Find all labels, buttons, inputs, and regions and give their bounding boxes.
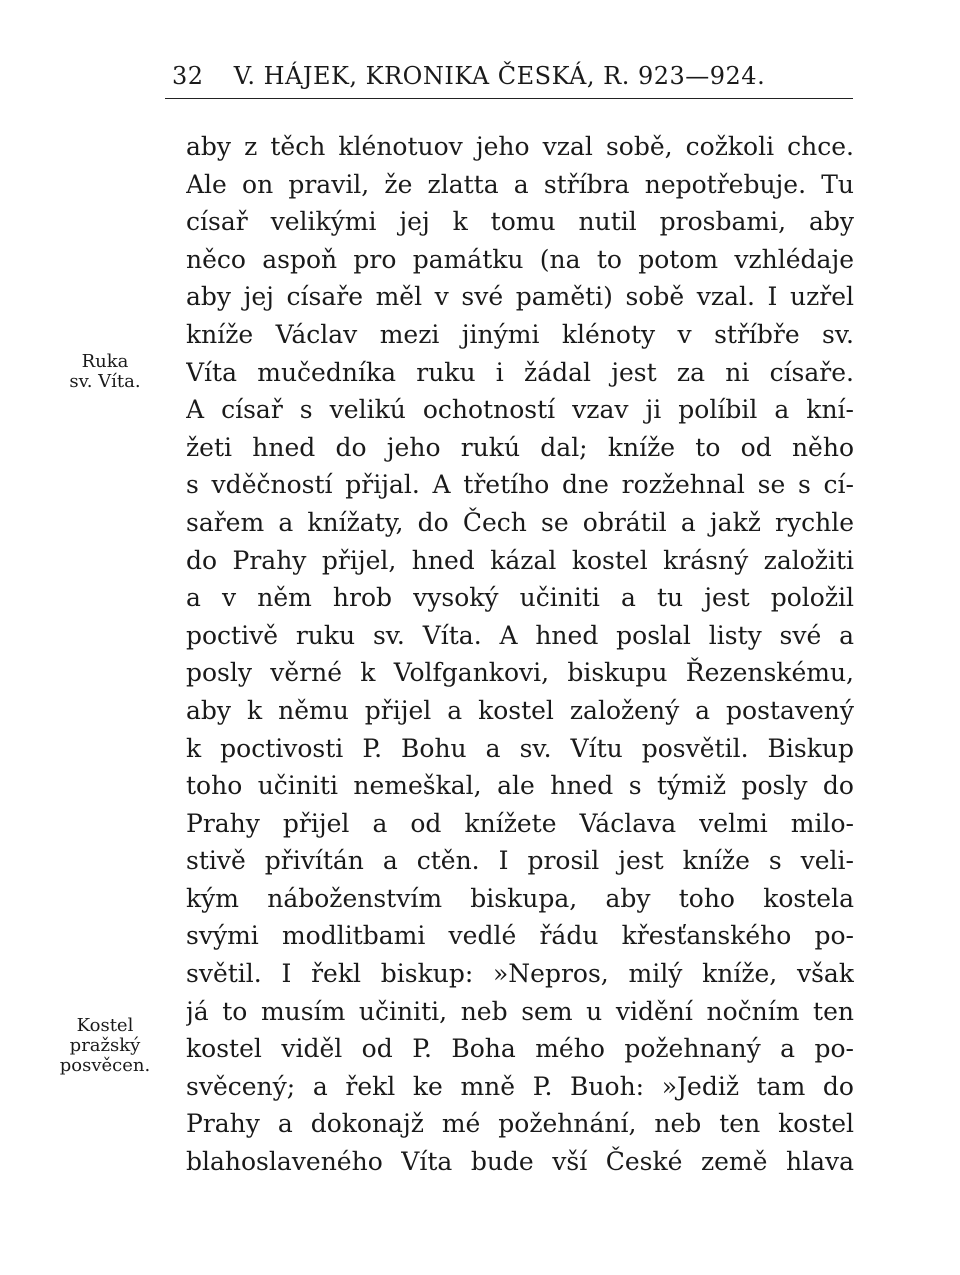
text-line: aby jej císaře měl v své paměti) sobě vzal. I uzřel (186, 282, 854, 312)
text-line: světil. I řekl biskup: »Nepros, milý kníže, však (186, 959, 854, 989)
text-line: já to musím učiniti, neb sem u vidění nočním ten (186, 996, 854, 1026)
text-line: Prahy a dokonajž mé požehnání, neb ten kostel (186, 1109, 854, 1139)
text-line: Víta mučedníka ruku i žádal jest za ni císaře. (186, 357, 854, 387)
text-line: Prahy přijel a od knížete Václava velmi milo- (186, 808, 854, 838)
margin-note-kostel (50, 1016, 160, 1076)
margin-note-line: posvěcen. (59, 1055, 151, 1076)
text-line: svými modlitbami vedlé řádu křesťanského po- (186, 921, 854, 951)
text-line: aby k němu přijel a kostel založený a postavený (186, 695, 854, 725)
text-line: svěcený; a řekl ke mně P. Buoh: »Jediž tam do (186, 1071, 854, 1101)
page-number: 32 (172, 62, 204, 90)
margin-note-line: Ruka (81, 351, 129, 372)
text-line: aby z těch klénotuov jeho vzal sobě, cožkoli chce. (186, 132, 854, 161)
header-rule (165, 98, 853, 99)
text-line: kostel viděl od P. Boha mého požehnaný a po- (186, 1034, 854, 1064)
text-line: kníže Václav mezi jinými klénoty v stříbře sv. (186, 319, 854, 349)
text-line: do Prahy přijel, hned kázal kostel krásný založiti (186, 545, 854, 575)
text-line: žeti hned do jeho rukú dal; kníže to od něho (186, 432, 854, 462)
margin-note-line: Kostel (76, 1015, 134, 1036)
text-line: blahoslaveného Víta bude vší České země hlava (186, 1147, 854, 1177)
text-line: posly věrné k Volfgankovi, biskupu Řezenskému, (186, 658, 854, 688)
text-line: poctivě ruku sv. Víta. A hned poslal listy své a (186, 620, 854, 650)
text-line: s vděčností přijal. A třetího dne rozžehnal se s cí- (186, 470, 854, 500)
text-line: a v něm hrob vysoký učiniti a tu jest položil (186, 583, 854, 613)
text-line: císař velikými jej k tomu nutil prosbami, aby (186, 207, 854, 237)
margin-note-ruka (50, 352, 160, 392)
text-line: něco aspoň pro památku (na to potom vzhlédaje (186, 244, 854, 274)
body-text (186, 128, 854, 1181)
text-line: A císař s velikú ochotností vzav ji políbil a kní- (186, 395, 854, 425)
margin-note-line: sv. Víta. (69, 371, 141, 392)
text-line: k poctivosti P. Bohu a sv. Vítu posvětil. Biskup (186, 733, 854, 763)
margin-note-line: pražský (69, 1035, 141, 1056)
running-title: V. HÁJEK, KRONIKA ČESKÁ, R. 923—924. (233, 62, 766, 90)
text-line: kým náboženstvím biskupa, aby toho kostela (186, 883, 854, 913)
text-line: toho učiniti nemeškal, ale hned s týmiž posly do (186, 771, 854, 801)
running-header (172, 62, 850, 90)
text-line: stivě přivítán a ctěn. I prosil jest kníže s veli- (186, 846, 854, 876)
text-line: Ale on pravil, že zlatta a stříbra nepotřebuje. Tu (186, 169, 854, 199)
text-line: sařem a knížaty, do Čech se obrátil a jakž rychle (186, 507, 854, 537)
